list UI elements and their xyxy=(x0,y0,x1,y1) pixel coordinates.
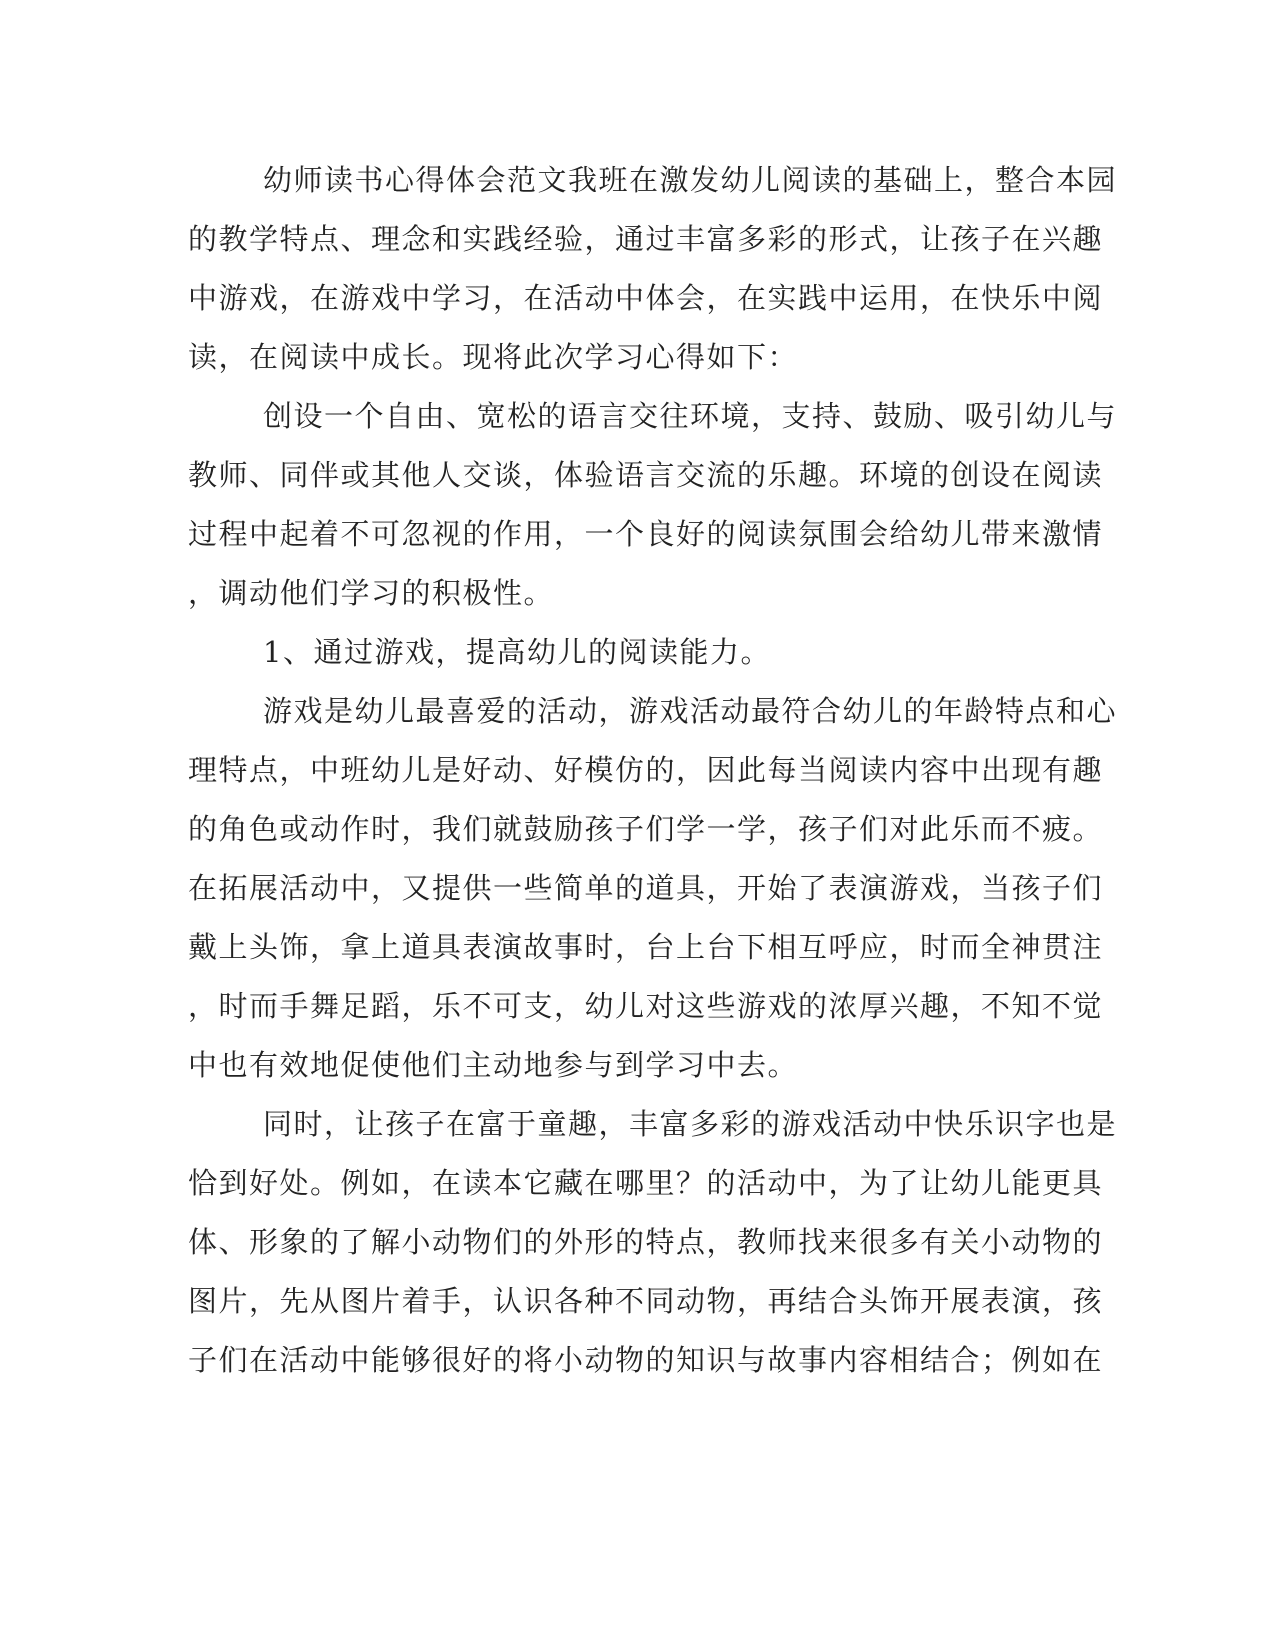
text-line-16: 中也有效地促使他们主动地参与到学习中去。 xyxy=(188,1048,799,1082)
text-line-18: 恰到好处。例如，在读本它藏在哪里？的活动中，为了让幼儿能更具 xyxy=(188,1166,1104,1200)
text-line-12: 的角色或动作时，我们就鼓励孩子们学一学，孩子们对此乐而不疲。 xyxy=(188,812,1104,846)
text-line-14: 戴上头饰，拿上道具表演故事时，台上台下相互呼应，时而全神贯注 xyxy=(188,930,1104,964)
text-line-13: 在拓展活动中，又提供一些简单的道具，开始了表演游戏，当孩子们 xyxy=(188,871,1104,905)
text-line-1: 幼师读书心得体会范文我班在激发幼儿阅读的基础上，整合本园 xyxy=(263,163,1118,197)
text-line-6: 教师、同伴或其他人交谈，体验语言交流的乐趣。环境的创设在阅读 xyxy=(188,458,1104,492)
text-line-2: 的教学特点、理念和实践经验，通过丰富多彩的形式，让孩子在兴趣 xyxy=(188,222,1104,256)
text-line-10: 游戏是幼儿最喜爱的活动，游戏活动最符合幼儿的年龄特点和心 xyxy=(263,694,1118,728)
text-line-19: 体、形象的了解小动物们的外形的特点，教师找来很多有关小动物的 xyxy=(188,1225,1104,1259)
text-line-15: ，时而手舞足蹈，乐不可支，幼儿对这些游戏的浓厚兴趣，不知不觉 xyxy=(188,989,1104,1023)
text-line-20: 图片，先从图片着手，认识各种不同动物，再结合头饰开展表演，孩 xyxy=(188,1284,1104,1318)
text-line-5: 创设一个自由、宽松的语言交往环境，支持、鼓励、吸引幼儿与 xyxy=(263,399,1118,433)
text-line-21: 子们在活动中能够很好的将小动物的知识与故事内容相结合；例如在 xyxy=(188,1343,1104,1377)
text-line-4: 读，在阅读中成长。现将此次学习心得如下： xyxy=(188,340,799,374)
text-line-7: 过程中起着不可忽视的作用，一个良好的阅读氛围会给幼儿带来激情 xyxy=(188,517,1104,551)
text-line-3: 中游戏，在游戏中学习，在活动中体会，在实践中运用，在快乐中阅 xyxy=(188,281,1104,315)
text-line-8: ，调动他们学习的积极性。 xyxy=(188,576,555,610)
text-line-17: 同时，让孩子在富于童趣，丰富多彩的游戏活动中快乐识字也是 xyxy=(263,1107,1118,1141)
section-heading: 1、通过游戏，提高幼儿的阅读能力。 xyxy=(263,635,771,669)
text-line-11: 理特点，中班幼儿是好动、好模仿的，因此每当阅读内容中出现有趣 xyxy=(188,753,1104,787)
